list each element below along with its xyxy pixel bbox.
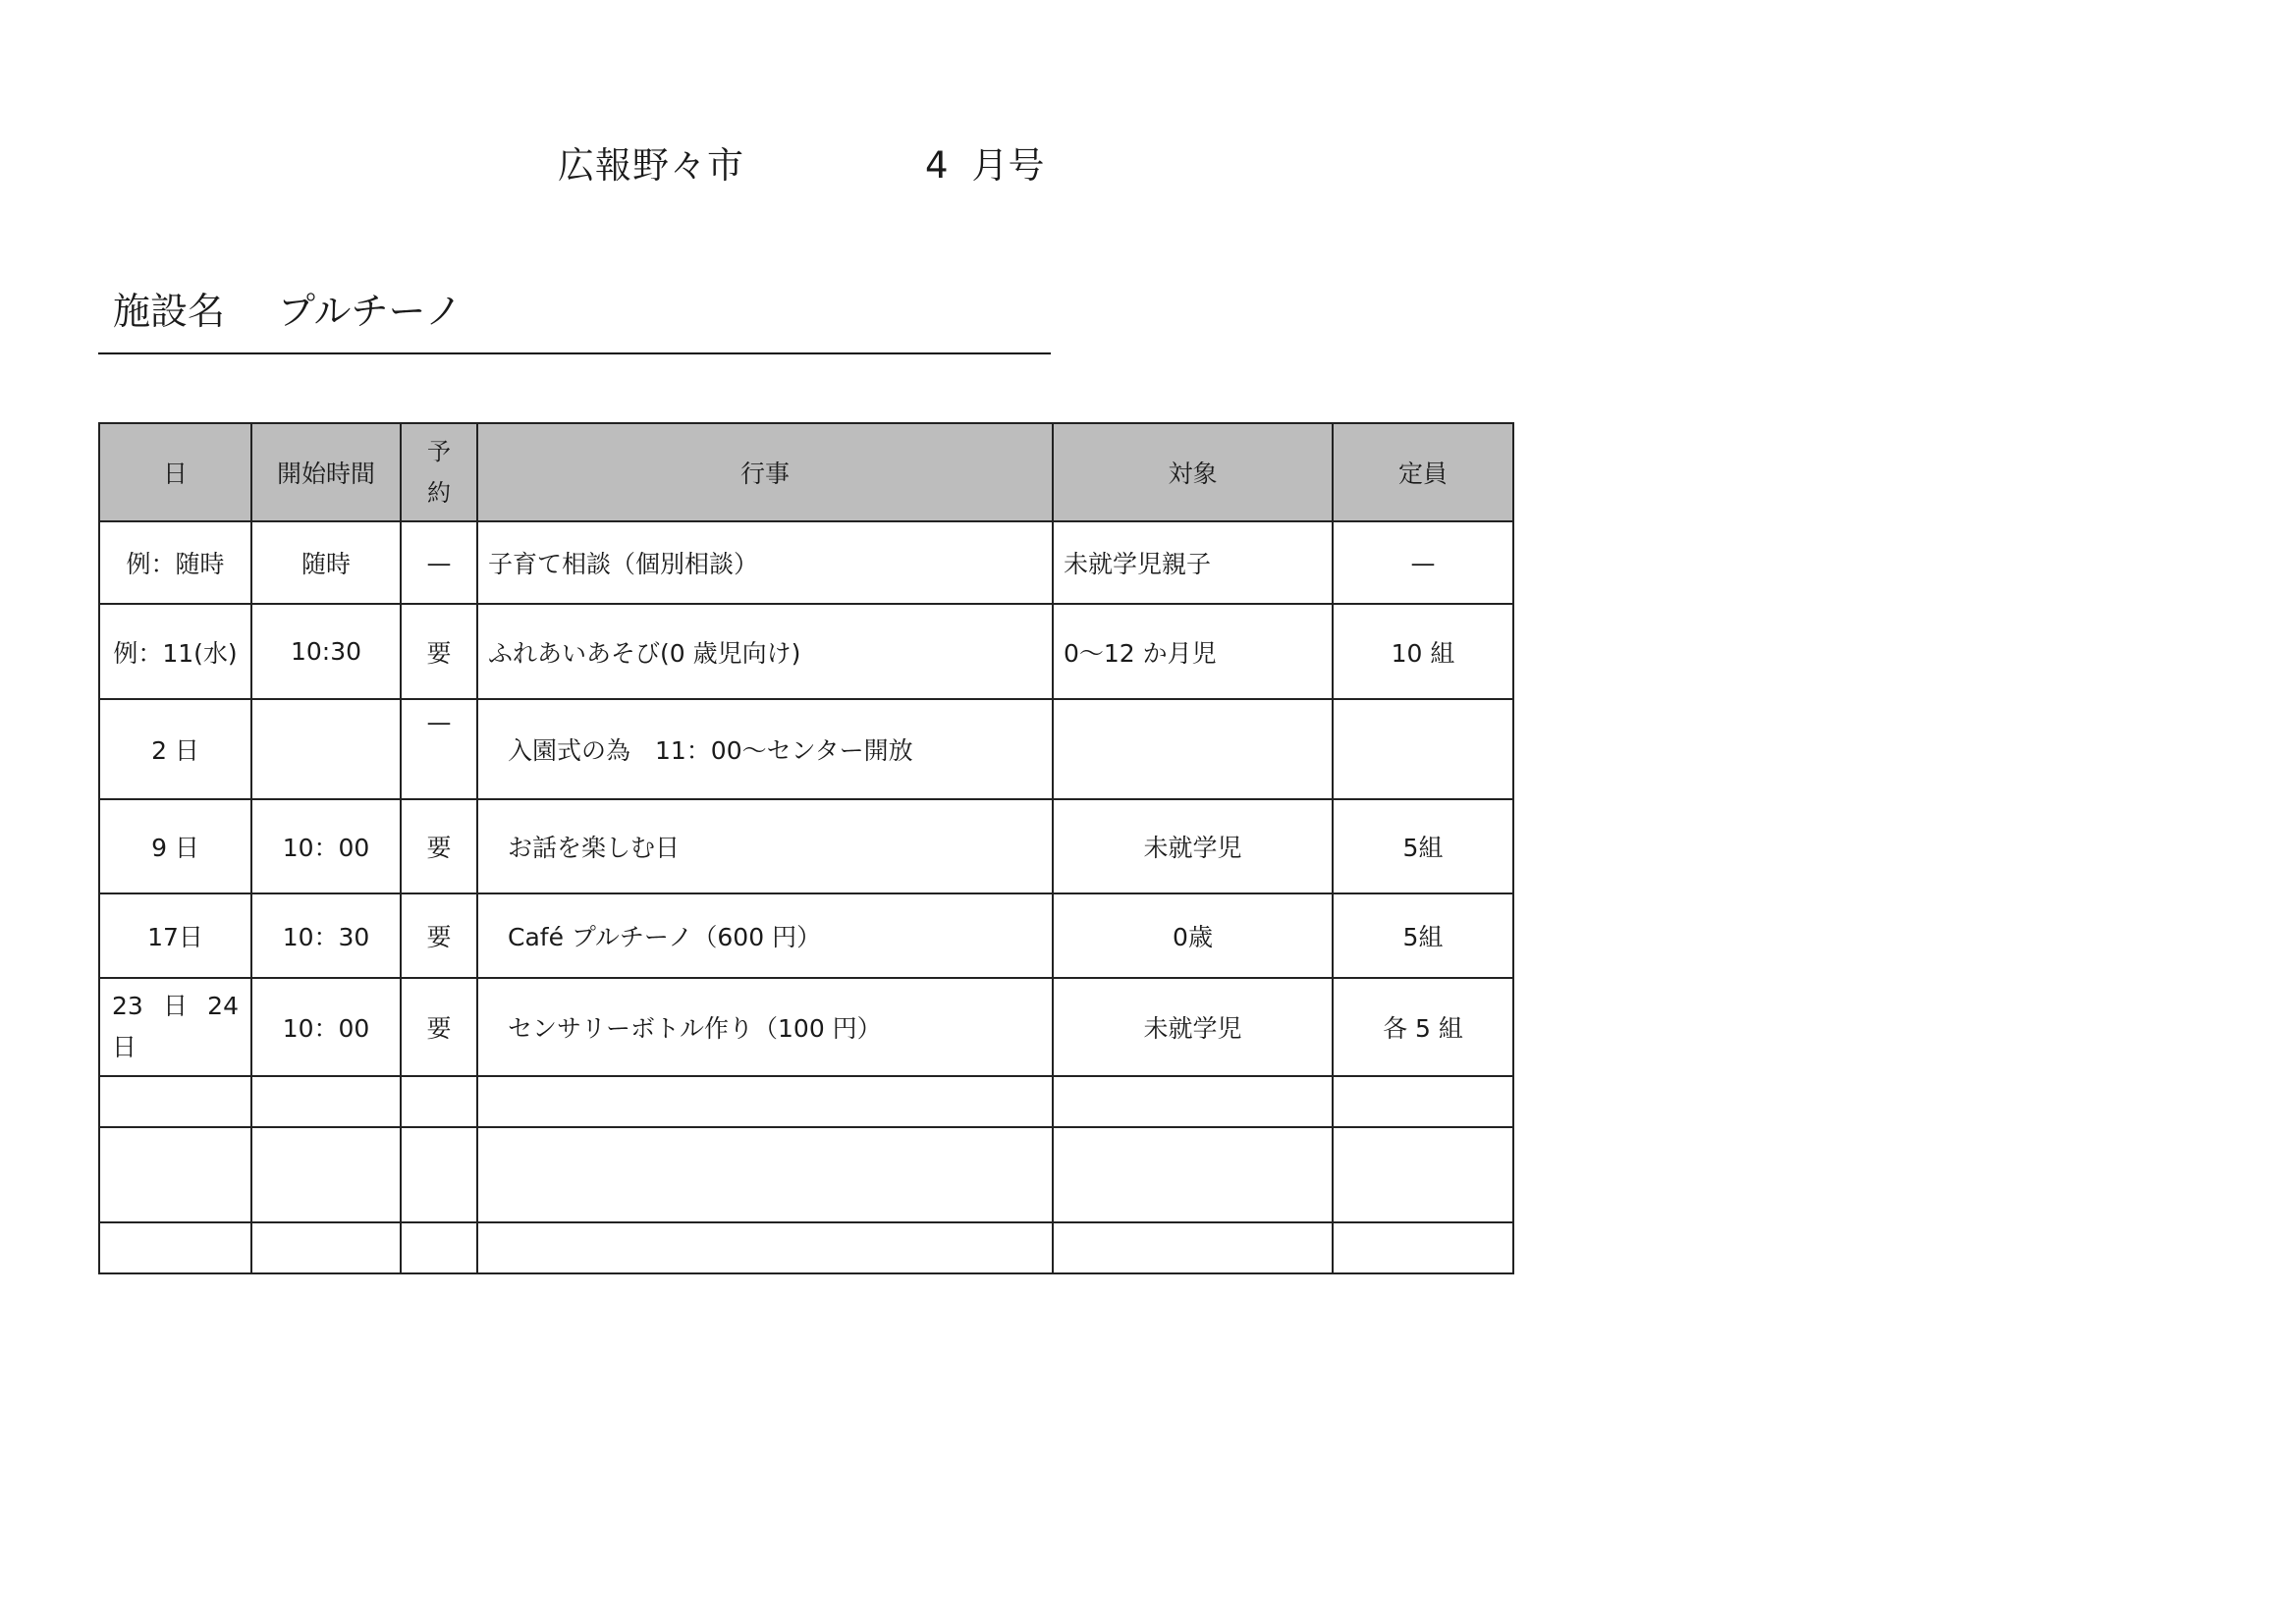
empty-cell <box>1053 1076 1333 1127</box>
cell-capacity <box>1333 699 1513 799</box>
empty-cell <box>1333 1127 1513 1222</box>
empty-cell <box>1333 1222 1513 1273</box>
issue-month-suffix: 月号 <box>971 144 1045 187</box>
cell-event: お話を楽しむ日 <box>477 799 1053 893</box>
cell-target <box>1053 699 1333 799</box>
cell-event: センサリーボトル作り（100 円） <box>477 978 1053 1076</box>
facility-heading <box>113 281 463 335</box>
col-header-reservation <box>401 423 477 521</box>
cell-date: 例：随時 <box>99 521 251 604</box>
cell-reservation: — <box>401 521 477 604</box>
cell-target: 未就学児 <box>1053 799 1333 893</box>
table-row-empty <box>99 1127 1513 1222</box>
cell-reservation: — <box>401 699 477 799</box>
cell-capacity: 5組 <box>1333 799 1513 893</box>
date-part: 日 <box>162 992 188 1020</box>
cell-time: 10：00 <box>251 799 401 893</box>
table-row <box>99 978 1513 1076</box>
cell-event: 入園式の為 11：00～センター開放 <box>477 699 1053 799</box>
empty-cell <box>251 1076 401 1127</box>
empty-cell <box>99 1222 251 1273</box>
publication-title: 広報野々市 <box>558 144 744 187</box>
empty-cell <box>251 1127 401 1222</box>
cell-target: 未就学児親子 <box>1053 521 1333 604</box>
empty-cell <box>401 1076 477 1127</box>
col-header-reservation-char-2: 約 <box>427 479 451 507</box>
cell-date: 17日 <box>99 893 251 978</box>
cell-time: 10：30 <box>251 893 401 978</box>
empty-cell <box>401 1127 477 1222</box>
cell-capacity: 各 5 組 <box>1333 978 1513 1076</box>
table-row <box>99 893 1513 978</box>
empty-cell <box>99 1127 251 1222</box>
issue-month <box>925 135 1045 189</box>
cell-reservation: 要 <box>401 893 477 978</box>
cell-date <box>99 978 251 1076</box>
empty-cell <box>99 1076 251 1127</box>
col-header-target: 対象 <box>1053 423 1333 521</box>
cell-time <box>251 699 401 799</box>
col-header-date: 日 <box>99 423 251 521</box>
date-part: 24 <box>207 992 239 1020</box>
table-header-row <box>99 423 1513 521</box>
cell-event: ふれあいあそび(0 歳児向け) <box>477 604 1053 699</box>
date-part: 23 <box>112 992 143 1020</box>
facility-name: プルチーノ <box>278 290 463 333</box>
cell-date-line-2 <box>112 1027 239 1068</box>
col-header-event: 行事 <box>477 423 1053 521</box>
cell-event: 子育て相談（個別相談） <box>477 521 1053 604</box>
cell-date: 2 日 <box>99 699 251 799</box>
cell-capacity: 5組 <box>1333 893 1513 978</box>
cell-date: 9 日 <box>99 799 251 893</box>
cell-target: 未就学児 <box>1053 978 1333 1076</box>
cell-capacity: — <box>1333 521 1513 604</box>
col-header-capacity: 定員 <box>1333 423 1513 521</box>
empty-cell <box>1333 1076 1513 1127</box>
empty-cell <box>477 1127 1053 1222</box>
table-row <box>99 799 1513 893</box>
facility-underline <box>98 352 1051 354</box>
table-row-empty <box>99 1076 1513 1127</box>
table-row <box>99 699 1513 799</box>
event-schedule-table <box>98 422 1514 1274</box>
empty-cell <box>1053 1222 1333 1273</box>
cell-time: 随時 <box>251 521 401 604</box>
table-row-empty <box>99 1222 1513 1273</box>
cell-date: 例：11(水) <box>99 604 251 699</box>
cell-time: 10:30 <box>251 604 401 699</box>
col-header-reservation-char-1: 予 <box>427 438 451 465</box>
cell-date-line-1 <box>112 986 239 1027</box>
empty-cell <box>251 1222 401 1273</box>
empty-cell <box>477 1222 1053 1273</box>
cell-time: 10：00 <box>251 978 401 1076</box>
issue-month-number: 4 <box>925 144 949 187</box>
table-row <box>99 604 1513 699</box>
cell-target: 0歳 <box>1053 893 1333 978</box>
cell-capacity: 10 組 <box>1333 604 1513 699</box>
empty-cell <box>1053 1127 1333 1222</box>
facility-label: 施設名 <box>113 290 226 333</box>
cell-reservation: 要 <box>401 978 477 1076</box>
empty-cell <box>477 1076 1053 1127</box>
cell-event: Café プルチーノ（600 円） <box>477 893 1053 978</box>
date-part: 日 <box>112 1033 137 1061</box>
empty-cell <box>401 1222 477 1273</box>
col-header-start-time: 開始時間 <box>251 423 401 521</box>
cell-target: 0～12 か月児 <box>1053 604 1333 699</box>
table-row <box>99 521 1513 604</box>
cell-reservation: 要 <box>401 799 477 893</box>
cell-reservation: 要 <box>401 604 477 699</box>
